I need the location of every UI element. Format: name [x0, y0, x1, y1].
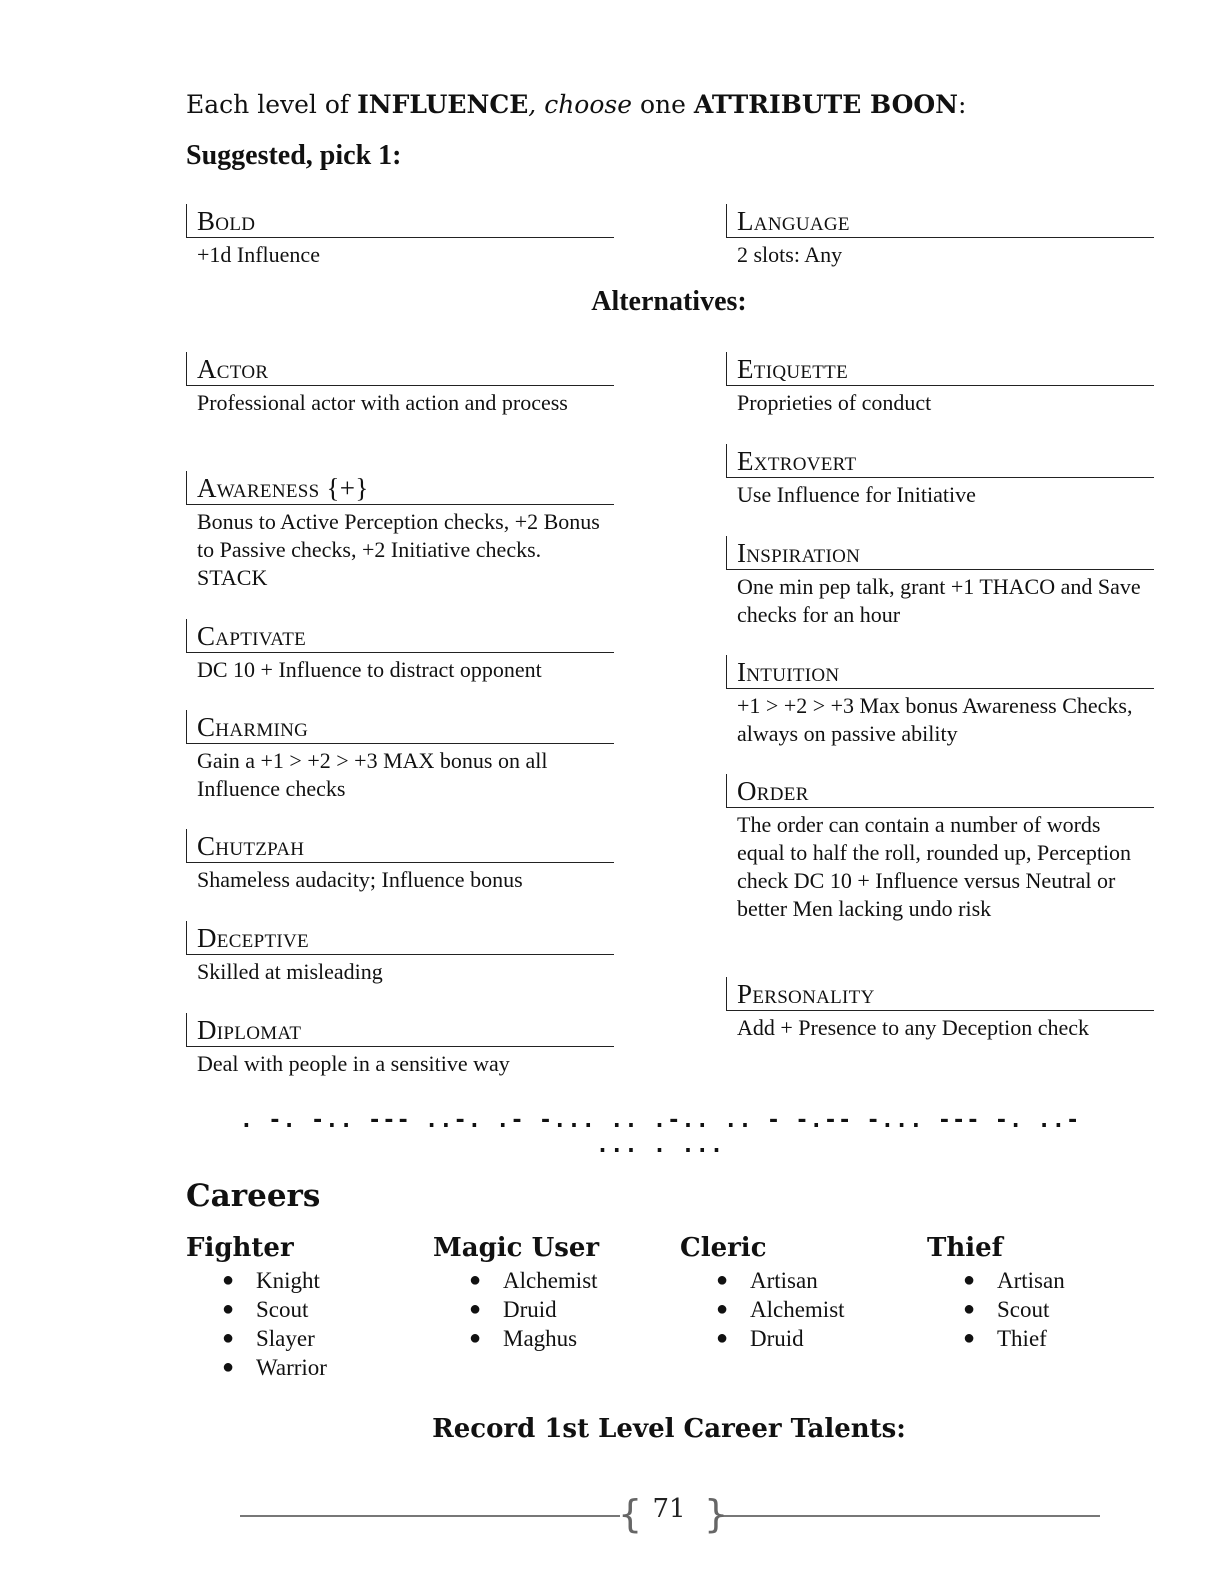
- list-item: ● Knight: [222, 1268, 320, 1293]
- boon-captivate: [186, 619, 614, 684]
- boon-title: Charming: [186, 710, 614, 744]
- boon-inspiration: [726, 536, 1154, 629]
- boon-title: Actor: [186, 352, 614, 386]
- morse-divider: . -. -.. --- ..-. .- -... .. .-.. .. - -.-- -... --- -. ..- ... . ...: [239, 1108, 1081, 1158]
- boon-title: Order: [726, 774, 1154, 808]
- boon-title: Bold: [186, 204, 614, 238]
- boon-description: Proprieties of conduct: [737, 390, 932, 415]
- intro-influence: INFLUENCE: [357, 90, 529, 119]
- career-cleric: [680, 1232, 920, 1353]
- boon-description: Professional actor with action and process: [197, 390, 568, 415]
- bullet-icon: ●: [222, 1356, 235, 1378]
- career-name: Magic User: [433, 1233, 600, 1263]
- boon-description: Shameless audacity; Influence bonus: [197, 867, 523, 892]
- bullet-icon: ●: [963, 1269, 976, 1291]
- list-item: ● Druid: [716, 1326, 804, 1351]
- bullet-icon: ●: [222, 1269, 235, 1291]
- career-fighter: [186, 1232, 426, 1382]
- bullet-icon: ●: [716, 1327, 729, 1349]
- suggested-heading: Suggested, pick 1:: [186, 140, 402, 171]
- boon-description: Skilled at misleading: [197, 959, 383, 984]
- career-name: Thief: [927, 1233, 1003, 1263]
- bullet-icon: ●: [963, 1298, 976, 1320]
- boon-bold: [186, 204, 614, 269]
- bullet-icon: ●: [222, 1298, 235, 1320]
- boon-awareness: [186, 471, 614, 592]
- list-item: ● Maghus: [469, 1326, 578, 1351]
- boon-description: One min pep talk, grant +1 THACO and Save checks for an hour: [737, 574, 1141, 627]
- list-item: ● Scout: [222, 1297, 309, 1322]
- boon-actor: [186, 352, 614, 417]
- intro-part: one: [632, 90, 694, 119]
- boon-description: +1 > +2 > +3 Max bonus Awareness Checks, always on passive ability: [737, 693, 1133, 746]
- career-list: [186, 1266, 426, 1382]
- boon-title: Intuition: [726, 655, 1154, 689]
- intro-choose: choose: [544, 90, 633, 119]
- list-item: ● Artisan: [963, 1268, 1065, 1293]
- boon-title: Captivate: [186, 619, 614, 653]
- career-thief: [927, 1232, 1167, 1353]
- list-item: ● Alchemist: [716, 1297, 845, 1322]
- bullet-icon: ●: [222, 1327, 235, 1349]
- boon-description: Use Influence for Initiative: [737, 482, 976, 507]
- boon-description: DC 10 + Influence to distract opponent: [197, 657, 542, 682]
- bullet-icon: ●: [716, 1269, 729, 1291]
- record-talents-heading: Record 1st Level Career Talents:: [432, 1414, 906, 1444]
- bullet-icon: ●: [963, 1327, 976, 1349]
- boon-title: Etiquette: [726, 352, 1154, 386]
- boon-etiquette: [726, 352, 1154, 417]
- page-number: 71: [652, 1494, 686, 1524]
- boon-title: Extrovert: [726, 444, 1154, 478]
- intro-part: ,: [528, 90, 545, 119]
- alternatives-heading: Alternatives:: [591, 286, 747, 317]
- boon-description: 2 slots: Any: [737, 242, 843, 267]
- bullet-icon: ●: [469, 1298, 482, 1320]
- career-list: [433, 1266, 673, 1353]
- list-item: ● Druid: [469, 1297, 557, 1322]
- career-name: Fighter: [186, 1233, 294, 1263]
- boon-title: Language: [726, 204, 1154, 238]
- bullet-icon: ●: [469, 1327, 482, 1349]
- boon-title: Deceptive: [186, 921, 614, 955]
- footer-rule-left: [240, 1515, 620, 1517]
- boon-description: Bonus to Active Perception checks, +2 Bonus to Passive checks, +2 Initiative checks. STACK: [197, 509, 600, 590]
- footer-rule-right: [718, 1515, 1100, 1517]
- list-item: ● Artisan: [716, 1268, 818, 1293]
- left-brace-icon: {: [618, 1492, 643, 1536]
- intro-text: [186, 90, 966, 119]
- intro-attribute-boon: ATTRIBUTE BOON: [693, 90, 958, 119]
- list-item: ● Slayer: [222, 1326, 315, 1351]
- career-list: [927, 1266, 1167, 1353]
- career-name: Cleric: [680, 1233, 767, 1263]
- boon-description: Gain a +1 > +2 > +3 MAX bonus on all Influence checks: [197, 748, 548, 801]
- boon-personality: [726, 977, 1154, 1042]
- boon-chutzpah: [186, 829, 614, 894]
- boon-deceptive: [186, 921, 614, 986]
- boon-order: [726, 774, 1154, 923]
- boon-title: Personality: [726, 977, 1154, 1011]
- boon-extrovert: [726, 444, 1154, 509]
- boon-language: [726, 204, 1154, 269]
- list-item: ● Alchemist: [469, 1268, 598, 1293]
- list-item: ● Warrior: [222, 1355, 327, 1380]
- intro-part: :: [958, 90, 967, 119]
- career-magic-user: [433, 1232, 673, 1353]
- boon-title: Awareness {+}: [186, 471, 614, 505]
- bullet-icon: ●: [716, 1298, 729, 1320]
- list-item: ● Scout: [963, 1297, 1050, 1322]
- list-item: ● Thief: [963, 1326, 1047, 1351]
- boon-diplomat: [186, 1013, 614, 1078]
- boon-intuition: [726, 655, 1154, 748]
- boon-title: Chutzpah: [186, 829, 614, 863]
- boon-title: Diplomat: [186, 1013, 614, 1047]
- boon-description: Add + Presence to any Deception check: [737, 1015, 1090, 1040]
- boon-description: +1d Influence: [197, 242, 320, 267]
- boon-description: Deal with people in a sensitive way: [197, 1051, 510, 1076]
- bullet-icon: ●: [469, 1269, 482, 1291]
- boon-title: Inspiration: [726, 536, 1154, 570]
- boon-description: The order can contain a number of words equal to half the roll, rounded up, Perception check DC 10 + Influence versus Neutral or better Men lacking undo risk: [737, 812, 1132, 921]
- career-list: [680, 1266, 920, 1353]
- intro-part: Each level of: [186, 90, 358, 119]
- careers-title: Careers: [186, 1178, 321, 1214]
- boon-charming: [186, 710, 614, 803]
- right-brace-icon: }: [704, 1492, 729, 1536]
